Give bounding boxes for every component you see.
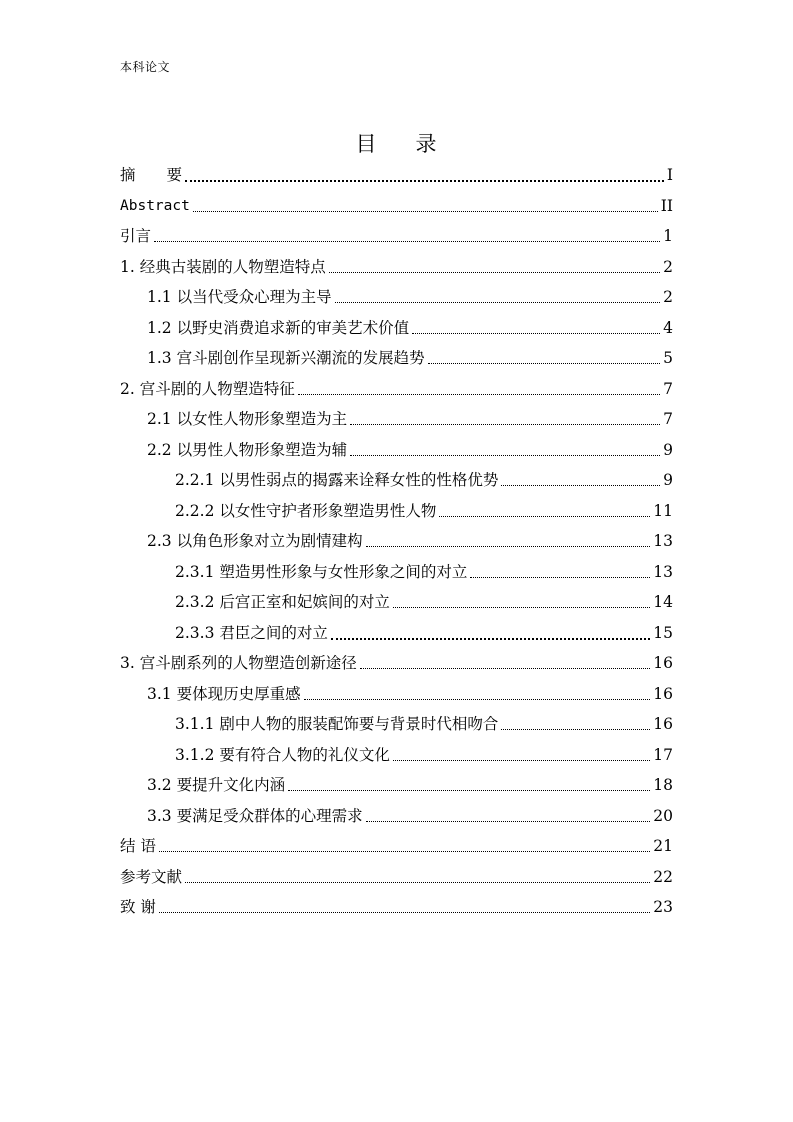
dot-leader (393, 606, 650, 608)
toc-entry-label: 3.3 要满足受众群体的心理需求 (147, 807, 363, 825)
toc-entry-page: 15 (653, 624, 673, 642)
page-header: 本科论文 (120, 60, 171, 74)
dot-leader (304, 698, 651, 700)
toc-entry-label: 3.1 要体现历史厚重感 (147, 685, 301, 703)
dot-leader (159, 850, 650, 852)
toc-entry-3-3[interactable] (147, 801, 673, 831)
toc-entry-references[interactable] (120, 862, 673, 892)
dot-leader (501, 728, 650, 730)
toc-entry-page: 9 (663, 441, 673, 459)
toc-entry-page: 13 (653, 532, 673, 550)
toc-entry-label: 2.2 以男性人物形象塑造为辅 (147, 441, 348, 459)
toc-entry-3-1-1[interactable] (175, 709, 673, 739)
toc-entry-label: 3.2 要提升文化内涵 (147, 776, 286, 794)
dot-leader (185, 881, 650, 883)
dot-leader (154, 240, 660, 242)
toc-entry-label: 2.2.2 以女性守护者形象塑造男性人物 (175, 502, 437, 520)
toc-entry-label: 1.3 宫斗剧创作呈现新兴潮流的发展趋势 (147, 349, 425, 367)
toc-entry-label: Abstract (120, 198, 190, 214)
toc-entry-label: 引言 (120, 227, 152, 245)
toc-entry-2-3-3[interactable] (175, 618, 673, 648)
dot-leader (193, 210, 658, 212)
toc-entry-label: 2. 宫斗剧的人物塑造特征 (120, 380, 295, 398)
toc-entry-page: 11 (653, 502, 673, 520)
dot-leader (185, 179, 664, 182)
toc-entry-page: 2 (663, 258, 673, 276)
toc-entry-page: 23 (653, 898, 673, 916)
toc-entry-2-3[interactable] (147, 526, 673, 556)
toc-entry-page: 2 (663, 288, 673, 306)
toc-entry-label: 1.2 以野史消费追求新的审美艺术价值 (147, 319, 410, 337)
toc-entry-page: 13 (653, 563, 673, 581)
toc-entry-2-2-2[interactable] (175, 496, 673, 526)
toc-entry-page: 20 (653, 807, 673, 825)
dot-leader (331, 637, 650, 640)
dot-leader (412, 332, 660, 334)
toc-entry-page: 14 (653, 593, 673, 611)
dot-leader (350, 454, 660, 456)
toc-entry-label: 3.1.1 剧中人物的服装配饰要与背景时代相吻合 (175, 715, 499, 733)
toc-entry-page: II (660, 197, 673, 215)
toc-entry-2-3-1[interactable] (175, 557, 673, 587)
toc-entry-page: 1 (663, 227, 673, 245)
dot-leader (159, 911, 650, 913)
toc-entry-1-1[interactable] (147, 282, 673, 312)
dot-leader (288, 789, 650, 791)
toc-entry-2[interactable] (120, 374, 673, 404)
toc-entry-abstract-en[interactable] (120, 191, 673, 221)
dot-leader (393, 759, 650, 761)
toc-entry-label: 2.1 以女性人物形象塑造为主 (147, 410, 348, 428)
dot-leader (360, 667, 651, 669)
toc-title (0, 128, 793, 158)
toc-entry-2-1[interactable] (147, 404, 673, 434)
toc-entry-label: 结 语 (120, 837, 156, 855)
dot-leader (335, 301, 661, 303)
toc-title-part2: 录 (415, 132, 438, 156)
toc-entry-label: 2.3.3 君臣之间的对立 (175, 624, 328, 642)
toc-entry-label: 参考文献 (120, 868, 183, 886)
toc-entry-3-1[interactable] (147, 679, 673, 709)
toc-entry-introduction[interactable] (120, 221, 673, 251)
toc-entry-page: 9 (663, 471, 673, 489)
dot-leader (501, 484, 660, 486)
toc-entry-label: 摘 要 (120, 166, 183, 184)
toc-entry-1-2[interactable] (147, 313, 673, 343)
toc-entry-page: 16 (653, 654, 673, 672)
dot-leader (329, 271, 660, 273)
toc-entry-label: 2.3.1 塑造男性形象与女性形象之间的对立 (175, 563, 468, 581)
toc-entry-label: 2.3 以角色形象对立为剧情建构 (147, 532, 363, 550)
toc-entry-abstract-cn[interactable] (120, 160, 673, 190)
toc-entry-page: I (666, 166, 673, 184)
dot-leader (298, 393, 660, 395)
toc-entry-page: 16 (653, 685, 673, 703)
toc-entry-page: 17 (653, 746, 673, 764)
toc-entry-3-1-2[interactable] (175, 740, 673, 770)
toc-entry-2-3-2[interactable] (175, 587, 673, 617)
toc-entry-page: 18 (653, 776, 673, 794)
toc-entry-page: 21 (653, 837, 673, 855)
toc-entry-label: 1. 经典古装剧的人物塑造特点 (120, 258, 326, 276)
toc-entry-1[interactable] (120, 252, 673, 282)
toc-entry-label: 3. 宫斗剧系列的人物塑造创新途径 (120, 654, 357, 672)
toc-entry-page: 7 (663, 410, 673, 428)
toc-entry-conclusion[interactable] (120, 831, 673, 861)
dot-leader (366, 545, 651, 547)
dot-leader (470, 576, 650, 578)
toc-entry-3-2[interactable] (147, 770, 673, 800)
toc-entry-page: 22 (653, 868, 673, 886)
toc-entry-page: 5 (663, 349, 673, 367)
toc-entry-label: 1.1 以当代受众心理为主导 (147, 288, 332, 306)
dot-leader (366, 820, 651, 822)
dot-leader (439, 515, 650, 517)
toc-entry-label: 3.1.2 要有符合人物的礼仪文化 (175, 746, 390, 764)
toc-entry-1-3[interactable] (147, 343, 673, 373)
toc-entry-page: 16 (653, 715, 673, 733)
toc-entry-2-2-1[interactable] (175, 465, 673, 495)
toc-entry-label: 2.2.1 以男性弱点的揭露来诠释女性的性格优势 (175, 471, 499, 489)
toc-entry-label: 2.3.2 后宫正室和妃嫔间的对立 (175, 593, 390, 611)
toc-entry-acknowledgements[interactable] (120, 892, 673, 922)
dot-leader (350, 423, 660, 425)
toc-title-part1: 目 (355, 132, 378, 156)
dot-leader (428, 362, 661, 364)
toc-entry-page: 7 (663, 380, 673, 398)
toc-entry-3[interactable] (120, 648, 673, 678)
toc-entry-2-2[interactable] (147, 435, 673, 465)
toc-entry-label: 致 谢 (120, 898, 156, 916)
toc-entry-page: 4 (663, 319, 673, 337)
